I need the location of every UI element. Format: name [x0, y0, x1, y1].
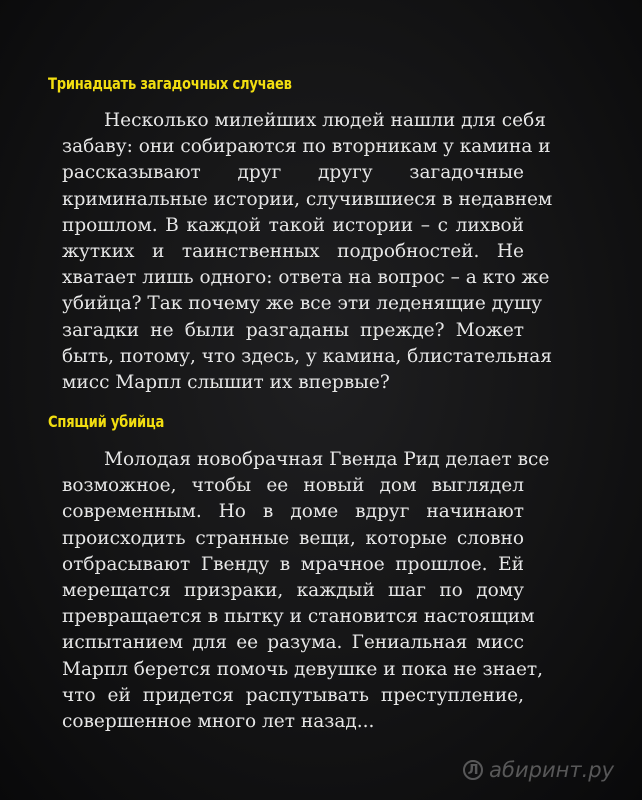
text-line: Несколько милейших людей нашли для себя [104, 110, 546, 131]
text-line: современным. Но в доме вдруг начинают [62, 501, 524, 523]
text-line: превращается в пытку и становится настоящим [62, 606, 535, 628]
text-line: возможное, чтобы ее новый дом выглядел [62, 475, 524, 497]
text-line: испытанием для ее разума. Гениальная мисс [62, 632, 524, 654]
text-line: Марпл берется помочь девушке и пока не знает, [62, 658, 544, 680]
text-line: прошлом. В каждой такой истории – с лихвой [62, 214, 524, 236]
text-line: мерещатся призраки, каждый шаг по дому [62, 579, 524, 601]
text-line: убийца? Так почему же все эти леденящие душу [62, 293, 543, 315]
text-line: жутких и таинственных подробностей. Не [62, 240, 524, 262]
text-line: хватает лишь одного: ответа на вопрос – а кто же [62, 267, 550, 289]
text-line: рассказывают друг другу загадочные [62, 162, 524, 184]
text-line: быть, потому, что здесь, у камина, блистательная [62, 345, 552, 367]
labirint-logo-icon: Л [463, 760, 483, 780]
section-description-sleeping-murder [62, 447, 550, 735]
text-line: мисс Марпл слышит их впервые? [62, 371, 390, 393]
section-title-thirteen-problems: Тринадцать загадочных случаев [48, 74, 292, 93]
text-line: происходить странные вещи, которые словно [62, 527, 524, 549]
text-line: криминальные истории, случившиеся в недавнем [62, 188, 553, 210]
text-line: Молодая новобрачная Гвенда Рид делает все [104, 449, 550, 470]
text-line: забаву: они собираются по вторникам у камина и [62, 136, 551, 158]
text-line: что ей придется распутывать преступление, [62, 684, 524, 706]
text-line: отбрасывают Гвенду в мрачное прошлое. Ей [62, 553, 524, 575]
labirint-watermark [463, 758, 614, 782]
section-title-sleeping-murder: Спящий убийца [48, 412, 165, 431]
text-line: совершенное много лет назад... [62, 710, 375, 732]
watermark-text: абиринт.ру [489, 758, 614, 782]
text-line: загадки не были разгаданы прежде? Может [62, 319, 524, 341]
section-description-thirteen-problems [62, 108, 553, 396]
